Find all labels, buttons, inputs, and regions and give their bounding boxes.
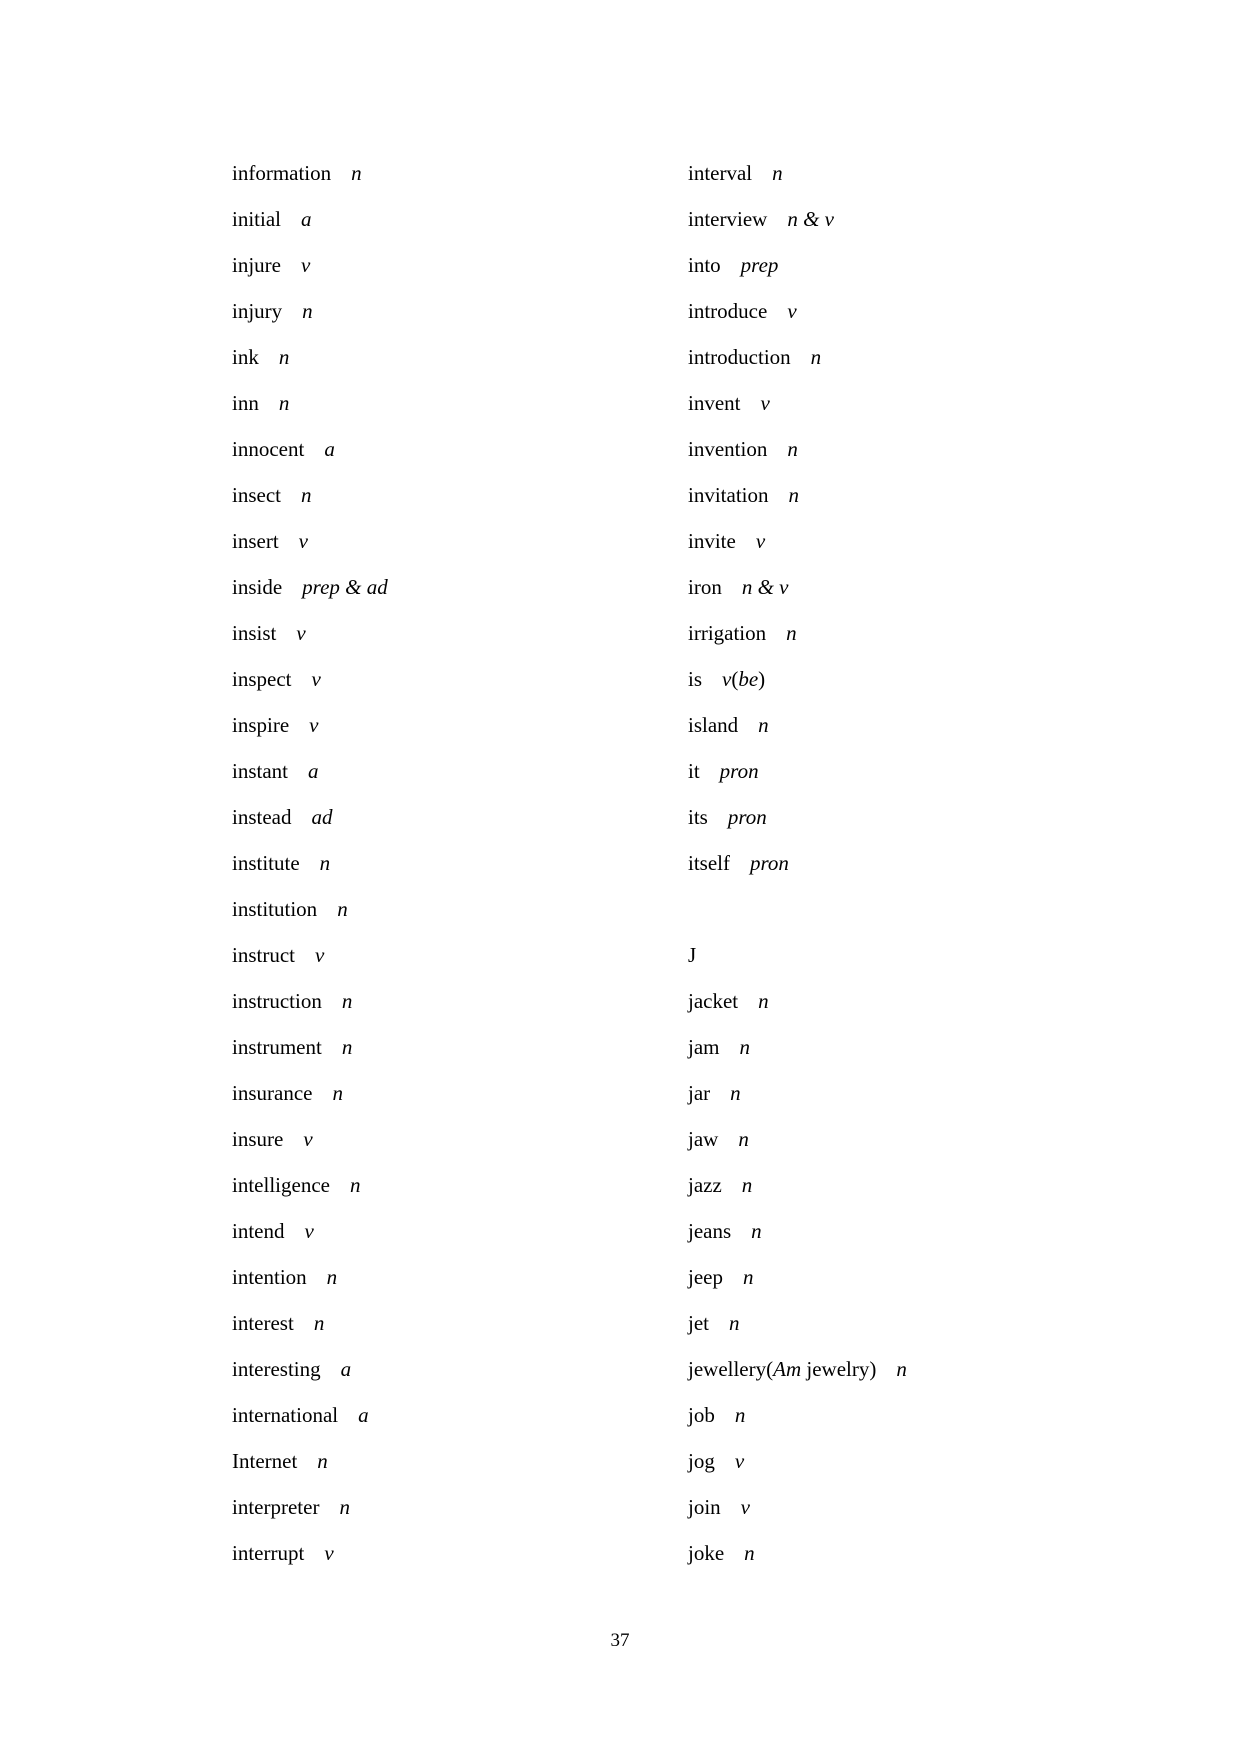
headword: inspect	[232, 667, 292, 691]
word-entry	[688, 1496, 1108, 1542]
headword: institution	[232, 897, 318, 921]
word-entry	[232, 254, 652, 300]
word-entry	[688, 162, 1108, 208]
word-entry	[232, 1542, 652, 1588]
word-entry	[688, 208, 1108, 254]
word-entry	[688, 1128, 1108, 1174]
word-entry	[232, 208, 652, 254]
word-entry	[688, 346, 1108, 392]
headword: joke	[688, 1541, 725, 1565]
word-entry	[232, 668, 652, 714]
word-entry	[232, 1082, 652, 1128]
part-of-speech: v	[311, 667, 321, 691]
headword: interpreter	[232, 1495, 320, 1519]
headword: interview	[688, 207, 768, 231]
part-of-speech: v	[298, 529, 308, 553]
word-entry	[688, 576, 1108, 622]
part-of-speech: n & v	[787, 207, 834, 231]
headword: jet	[688, 1311, 709, 1335]
headword: ink	[232, 345, 259, 369]
part-of-speech: n	[734, 1403, 746, 1427]
part-of-speech: v	[787, 299, 797, 323]
headword: injure	[232, 253, 281, 277]
part-of-speech: n	[300, 483, 312, 507]
word-entry	[688, 1358, 1108, 1404]
word-entry	[232, 1312, 652, 1358]
headword: insert	[232, 529, 279, 553]
word-entry	[688, 438, 1108, 484]
headword: is	[688, 667, 703, 691]
headword: itself	[688, 851, 730, 875]
headword: invention	[688, 437, 768, 461]
word-entry	[232, 1128, 652, 1174]
word-entry	[232, 944, 652, 990]
headword: inside	[232, 575, 283, 599]
part-of-speech: n	[341, 1035, 353, 1059]
word-entry	[688, 1266, 1108, 1312]
left-word-column	[232, 162, 652, 1588]
part-of-speech: n	[351, 161, 362, 185]
headword: jewellery(Am jewelry)	[688, 1357, 877, 1381]
word-entry	[688, 300, 1108, 346]
part-of-speech: n	[739, 1035, 750, 1059]
headword: interrupt	[232, 1541, 305, 1565]
part-of-speech: n & v	[741, 575, 789, 599]
part-of-speech: pron	[727, 805, 767, 829]
word-entry	[232, 760, 652, 806]
part-of-speech: n	[787, 437, 798, 461]
headword: invitation	[688, 483, 769, 507]
word-entry	[232, 438, 652, 484]
part-of-speech: v	[734, 1449, 745, 1473]
headword: instruct	[232, 943, 295, 967]
headword: insurance	[232, 1081, 313, 1105]
word-entry	[688, 1036, 1108, 1082]
word-entry	[688, 852, 1108, 898]
word-entry	[688, 1174, 1108, 1220]
word-entry	[232, 530, 652, 576]
part-of-speech: n	[788, 483, 799, 507]
headword: interval	[688, 161, 753, 185]
part-of-speech: prep	[740, 253, 779, 277]
word-entry	[232, 898, 652, 944]
headword: intelligence	[232, 1173, 330, 1197]
part-of-speech: v(be)	[722, 667, 766, 691]
part-of-speech: a	[308, 759, 319, 783]
headword: instrument	[232, 1035, 322, 1059]
part-of-speech: v	[740, 1495, 750, 1519]
headword: jaw	[688, 1127, 719, 1151]
part-of-speech: n	[741, 1173, 753, 1197]
part-of-speech: n	[278, 391, 290, 415]
part-of-speech: v	[304, 1219, 314, 1243]
part-of-speech: n	[332, 1081, 343, 1105]
headword: insure	[232, 1127, 284, 1151]
headword: instruction	[232, 989, 322, 1013]
word-entry	[232, 1358, 652, 1404]
word-entry	[232, 162, 652, 208]
headword: international	[232, 1403, 339, 1427]
word-entry	[232, 392, 652, 438]
part-of-speech: n	[349, 1173, 361, 1197]
part-of-speech: a	[301, 207, 312, 231]
headword: interesting	[232, 1357, 321, 1381]
headword: jar	[688, 1081, 711, 1105]
part-of-speech: n	[751, 1219, 762, 1243]
word-entry	[688, 530, 1108, 576]
part-of-speech: n	[896, 1357, 907, 1381]
headword: instead	[232, 805, 292, 829]
part-of-speech: n	[326, 1265, 338, 1289]
part-of-speech: n	[772, 161, 783, 185]
word-entry	[688, 668, 1108, 714]
word-entry	[688, 990, 1108, 1036]
word-entry	[232, 1220, 652, 1266]
headword: Internet	[232, 1449, 298, 1473]
headword: jeep	[688, 1265, 723, 1289]
headword: join	[688, 1495, 721, 1519]
headword: insect	[232, 483, 281, 507]
part-of-speech: n	[319, 851, 331, 875]
headword: J	[688, 943, 697, 967]
word-entry	[688, 1312, 1108, 1358]
headword: injury	[232, 299, 283, 323]
part-of-speech: n	[786, 621, 797, 645]
word-entry	[688, 392, 1108, 438]
headword: invite	[688, 529, 736, 553]
part-of-speech: n	[317, 1449, 328, 1473]
headword: intend	[232, 1219, 285, 1243]
headword: jeans	[688, 1219, 732, 1243]
part-of-speech: a	[340, 1357, 352, 1381]
part-of-speech: n	[313, 1311, 325, 1335]
word-entry	[688, 254, 1108, 300]
word-entry	[232, 1450, 652, 1496]
part-of-speech: n	[758, 713, 769, 737]
headword: intention	[232, 1265, 307, 1289]
part-of-speech: pron	[719, 759, 759, 783]
headword: introduce	[688, 299, 768, 323]
part-of-speech: n	[758, 989, 769, 1013]
word-entry	[688, 1220, 1108, 1266]
word-entry	[232, 990, 652, 1036]
headword: its	[688, 805, 708, 829]
word-entry	[232, 1496, 652, 1542]
word-entry	[232, 346, 652, 392]
part-of-speech: prep & ad	[302, 575, 388, 599]
word-entry	[232, 300, 652, 346]
headword: information	[232, 161, 332, 185]
headword: interest	[232, 1311, 294, 1335]
headword: introduction	[688, 345, 791, 369]
headword: iron	[688, 575, 722, 599]
headword: inn	[232, 391, 259, 415]
word-entry	[688, 1450, 1108, 1496]
part-of-speech: n	[302, 299, 313, 323]
headword: instant	[232, 759, 288, 783]
part-of-speech: v	[755, 529, 766, 553]
part-of-speech: pron	[750, 851, 789, 875]
headword: jog	[688, 1449, 715, 1473]
word-entry	[688, 760, 1108, 806]
word-entry	[688, 1082, 1108, 1128]
headword: institute	[232, 851, 300, 875]
word-entry	[688, 622, 1108, 668]
headword: into	[688, 253, 721, 277]
part-of-speech: n	[738, 1127, 749, 1151]
headword: jam	[688, 1035, 720, 1059]
word-entry	[688, 806, 1108, 852]
headword: initial	[232, 207, 281, 231]
headword: innocent	[232, 437, 305, 461]
word-entry	[232, 1266, 652, 1312]
part-of-speech: v	[309, 713, 319, 737]
part-of-speech: n	[730, 1081, 741, 1105]
part-of-speech: v	[315, 943, 325, 967]
part-of-speech: a	[324, 437, 335, 461]
word-entry	[232, 806, 652, 852]
headword: it	[688, 759, 700, 783]
part-of-speech: n	[337, 897, 348, 921]
part-of-speech: ad	[311, 805, 333, 829]
word-entry	[688, 484, 1108, 530]
part-of-speech: n	[810, 345, 822, 369]
headword: invent	[688, 391, 741, 415]
part-of-speech: v	[324, 1541, 334, 1565]
part-of-speech: v	[300, 253, 311, 277]
blank-line	[688, 898, 1108, 944]
headword: jacket	[688, 989, 739, 1013]
part-of-speech: n	[341, 989, 353, 1013]
right-word-column	[688, 162, 1108, 1588]
headword: insist	[232, 621, 277, 645]
part-of-speech: v	[296, 621, 306, 645]
word-entry	[232, 484, 652, 530]
section-letter-heading	[688, 944, 1108, 990]
word-entry	[232, 1036, 652, 1082]
headword: job	[688, 1403, 715, 1427]
part-of-speech: n	[742, 1265, 754, 1289]
part-of-speech: v	[303, 1127, 313, 1151]
word-entry	[232, 714, 652, 760]
part-of-speech: n	[744, 1541, 755, 1565]
page-number: 37	[610, 1630, 630, 1651]
word-entry	[688, 1404, 1108, 1450]
part-of-speech: n	[729, 1311, 740, 1335]
word-entry	[232, 1404, 652, 1450]
headword: inspire	[232, 713, 290, 737]
word-entry	[232, 852, 652, 898]
headword: island	[688, 713, 739, 737]
word-entry	[688, 1542, 1108, 1588]
word-entry	[232, 576, 652, 622]
part-of-speech: a	[358, 1403, 369, 1427]
word-entry	[232, 622, 652, 668]
headword: irrigation	[688, 621, 767, 645]
part-of-speech: n	[278, 345, 290, 369]
word-entry	[688, 714, 1108, 760]
headword: jazz	[688, 1173, 722, 1197]
part-of-speech: v	[760, 391, 770, 415]
word-entry	[232, 1174, 652, 1220]
part-of-speech: n	[339, 1495, 350, 1519]
